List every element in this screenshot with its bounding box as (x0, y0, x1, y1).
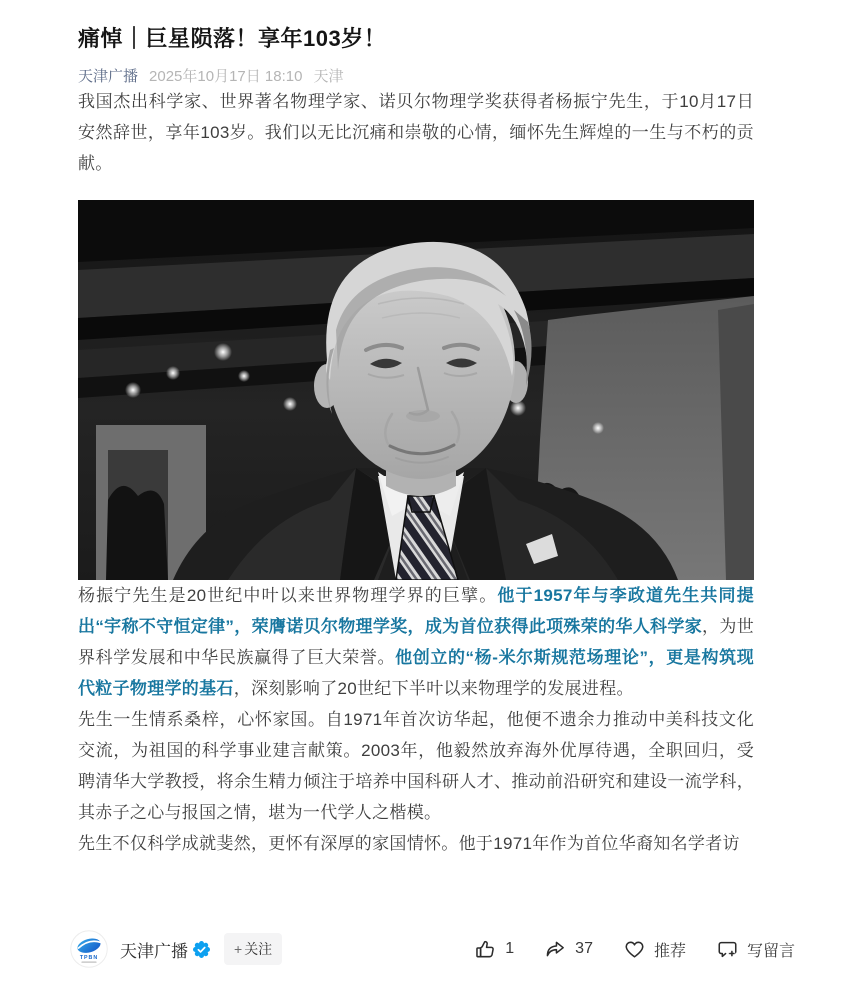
follow-label: 关注 (244, 941, 273, 957)
byline-account-link[interactable]: 天津广播 (78, 68, 139, 85)
share-count: 37 (575, 940, 593, 957)
recommend-label: 推荐 (653, 942, 686, 960)
p2-highlight-1: 他于1957年与李政道先生共同提出“宇称不守恒定律”，荣膺诺贝尔物理学奖，成为首位获得此项殊荣的华人科学家 (78, 586, 754, 636)
portrait-photo-illustration (78, 200, 754, 580)
thumbs-up-icon (474, 938, 497, 961)
verified-badge-icon (193, 941, 210, 958)
like-count: 1 (505, 940, 515, 957)
recommend-action[interactable] (623, 938, 686, 961)
bottom-action-bar (0, 921, 845, 983)
paragraph-achievements (78, 580, 754, 704)
footer-account[interactable] (70, 930, 210, 968)
paragraph-clipped: 先生不仅科学成就斐然，更怀有深厚的家国情怀。他于1971年作为首位华裔知名学者访 (78, 834, 740, 853)
comment-label: 写留言 (746, 942, 795, 960)
article (78, 0, 754, 859)
share-arrow-icon (544, 938, 567, 961)
p2-plain-3: ，深刻影响了20世纪下半叶以来物理学的发展进程。 (233, 679, 634, 698)
footer-actions (474, 938, 795, 961)
comment-action[interactable] (716, 938, 795, 961)
byline (78, 67, 754, 86)
byline-location: 天津 (313, 68, 344, 85)
tianjin-radio-logo-icon (70, 930, 108, 968)
paragraph-homeland: 先生一生情系桑梓，心怀家国。自1971年首次访华起，他便不遗余力推动中美科技文化交流，为祖国的科学事业建言献策。2003年，他毅然放弃海外优厚待遇，全职回归，受聘清华大学教授，将余生精力倾注于培养中国科研人才、推动前沿研究和建设一流学科，其赤子之心与报国之情，堪为一代学人之楷模。 (78, 710, 754, 822)
byline-datetime: 2025年10月17日 18:10 (149, 68, 303, 85)
footer-account-name[interactable]: 天津广播 (120, 941, 188, 961)
p2-plain-1: 杨振宁先生是20世纪中叶以来世界物理学界的巨擘。 (78, 586, 498, 605)
page-title: 痛悼｜巨星陨落！享年103岁！ (78, 26, 387, 51)
p2-highlight-2: 他创立的“杨-米尔斯规范场理论”，更是构筑现代粒子物理学的基石 (78, 648, 754, 698)
follow-button[interactable] (224, 933, 282, 965)
paragraph-intro: 我国杰出科学家、世界著名物理学家、诺贝尔物理学奖获得者杨振宁先生，于10月17日安然辞世，享年103岁。我们以无比沉痛和崇敬的心情，缅怀先生辉煌的一生与不朽的贡献。 (78, 92, 754, 173)
p2-plain-2: ，为世界科学发展和中华民族赢得了巨大荣誉。 (78, 617, 754, 667)
comment-plus-icon (716, 938, 739, 961)
article-photo[interactable] (78, 200, 754, 580)
follow-plus-sign: + (234, 941, 243, 957)
like-action[interactable] (474, 938, 514, 961)
share-action[interactable] (544, 938, 593, 961)
logo-text: TPBN (79, 954, 99, 961)
heart-icon (623, 938, 646, 961)
